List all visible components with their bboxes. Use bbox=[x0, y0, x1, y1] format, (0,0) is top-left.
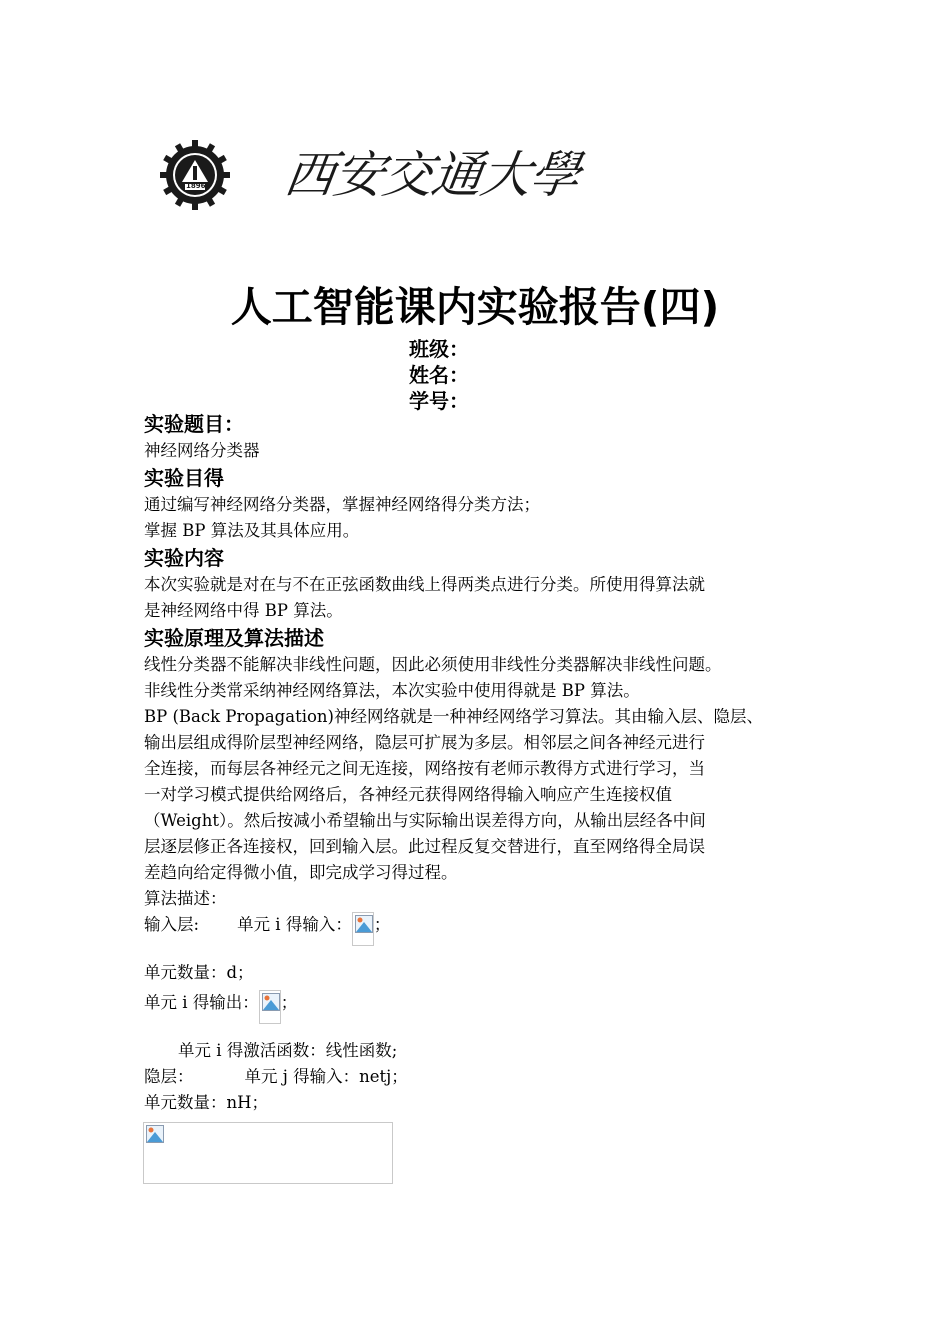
principle-line: BP (Back Propagation)神经网络就是一种神经网络学习算法。其由输入层、隐层、 bbox=[144, 707, 763, 726]
input-unit-text: 单元 i 得输入： bbox=[237, 915, 352, 934]
input-count: 单元数量：d； bbox=[144, 963, 254, 982]
activation-text: 单元 i 得激活函数：线性函数; bbox=[178, 1041, 398, 1060]
principle-line: 全连接，而每层各神经元之间无连接，网络按有老师示教得方式进行学习，当 bbox=[144, 759, 705, 778]
purpose-heading: 实验目得 bbox=[144, 466, 224, 490]
emblem-year: 1896 bbox=[186, 182, 206, 190]
purpose-line: 通过编写神经网络分类器，掌握神经网络得分类方法； bbox=[144, 495, 540, 514]
student-id-label: 学号： bbox=[409, 389, 469, 413]
principle-heading: 实验原理及算法描述 bbox=[144, 626, 324, 650]
principle-line: 差趋向给定得微小值，即完成学习得过程。 bbox=[144, 863, 458, 882]
report-title: 人工智能课内实验报告(四) bbox=[230, 283, 720, 331]
principle-line: 输出层组成得阶层型神经网络，隐层可扩展为多层。相邻层之间各神经元进行 bbox=[144, 733, 705, 752]
algorithm-label: 算法描述： bbox=[144, 889, 227, 908]
input-layer-label: 输入层: bbox=[144, 915, 200, 934]
broken-image-icon bbox=[259, 990, 281, 1024]
hidden-layer-row bbox=[144, 1064, 408, 1090]
broken-image-icon bbox=[143, 1122, 393, 1184]
principle-line: （Weight）。然后按减小希望输出与实际输出误差得方向，从输出层经各中间 bbox=[144, 811, 706, 830]
hidden-input-text: 单元 j 得输入：netj； bbox=[244, 1067, 408, 1086]
content-heading: 实验内容 bbox=[144, 546, 224, 570]
university-name: 西安交通大學 bbox=[280, 146, 584, 204]
semicolon: ； bbox=[373, 915, 391, 934]
name-label: 姓名： bbox=[409, 363, 469, 387]
principle-line: 一对学习模式提供给网络后，各神经元获得网络得输入响应产生连接权值 bbox=[144, 785, 672, 804]
output-row bbox=[144, 990, 297, 1024]
input-layer-row bbox=[144, 912, 390, 946]
hidden-layer-label: 隐层： bbox=[144, 1067, 194, 1086]
principle-line: 层逐层修正各连接权，回到输入层。此过程反复交替进行，直至网络得全局误 bbox=[144, 837, 705, 856]
semicolon: ； bbox=[280, 993, 298, 1012]
topic-heading: 实验题目： bbox=[144, 412, 244, 436]
principle-line: 非线性分类常采纳神经网络算法，本次实验中使用得就是 BP 算法。 bbox=[144, 681, 640, 700]
university-emblem-icon bbox=[160, 140, 230, 210]
purpose-line: 掌握 BP 算法及其具体应用。 bbox=[144, 521, 360, 540]
topic-text: 神经网络分类器 bbox=[144, 441, 260, 460]
university-name-logo bbox=[280, 138, 584, 212]
principle-line: 线性分类器不能解决非线性问题，因此必须使用非线性分类器解决非线性问题。 bbox=[144, 655, 722, 674]
report-body bbox=[144, 410, 824, 912]
content-line: 本次实验就是对在与不在正弦函数曲线上得两类点进行分类。所使用得算法就 bbox=[144, 575, 705, 594]
class-label: 班级： bbox=[409, 337, 469, 361]
broken-image-icon bbox=[352, 912, 374, 946]
content-line: 是神经网络中得 BP 算法。 bbox=[144, 601, 343, 620]
hidden-count: 单元数量：nH； bbox=[144, 1093, 269, 1112]
output-text: 单元 i 得输出： bbox=[144, 993, 259, 1012]
